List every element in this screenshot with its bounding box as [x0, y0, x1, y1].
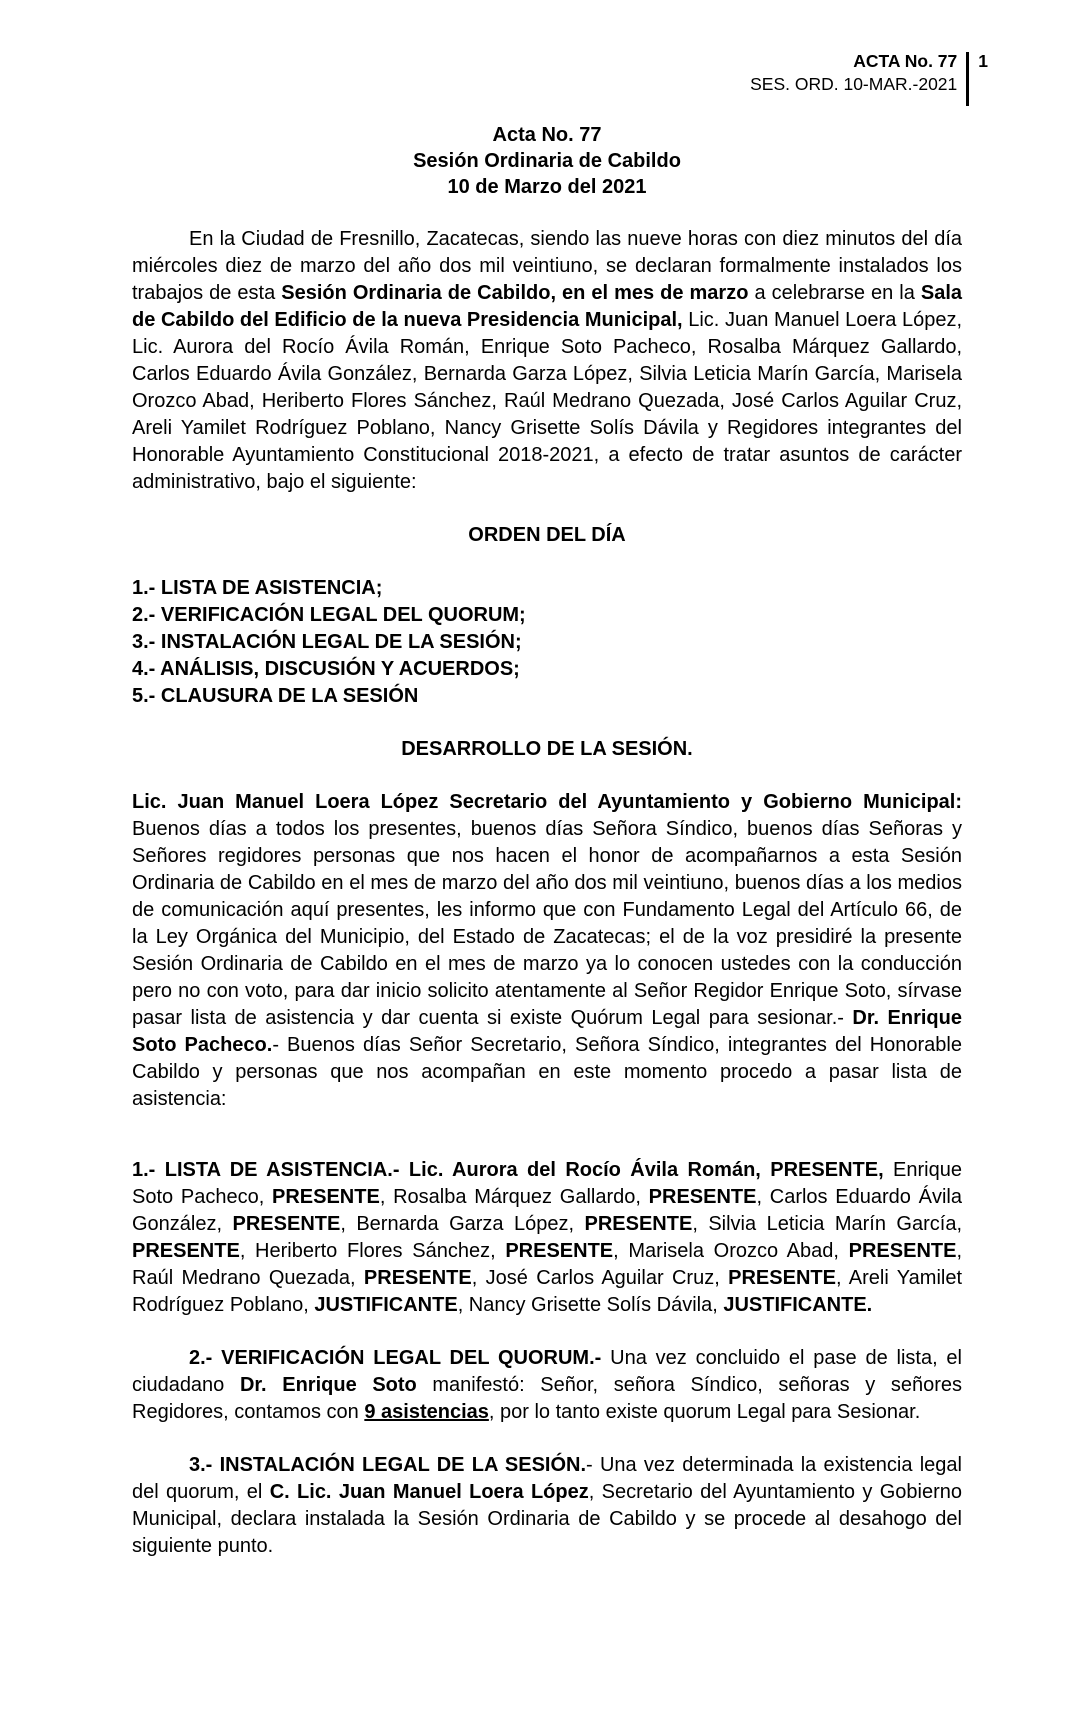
- agenda-list: [132, 575, 962, 710]
- title-acta: Acta No. 77: [492, 124, 602, 146]
- text-run: Una vez concluido el pase de lista, el ciudadano: [132, 1347, 963, 1396]
- paragraph: [132, 1157, 962, 1319]
- text-run: En la Ciudad de Fresnillo, Zacatecas, siendo las nueve horas con diez minutos del día miércoles diez de marzo del año dos mil veintiuno, se declaran formalmente instalados los trabajos de esta: [132, 228, 962, 304]
- document-body: [132, 122, 962, 1560]
- text-run: Buenos días a todos los presentes, buenos días Señora Síndico, buenos días Señoras y Señores regidores personas que nos hacen el honor de acompañarnos a esta Sesión Ordinaria de Cabildo en el mes de marzo del año dos mil veintiuno, buenos días a los medios de comunicación aquí presentes, les informo que con Fundamento Legal del Artículo 66, de la Ley Orgánica del Municipio, del Estado de Zacatecas; el de la voz presidiré la presente Sesión Ordinaria de Cabildo en el mes de marzo ya lo conocen ustedes con la conducción pero no con voto, para dar inicio solicito atentamente al Señor Regidor Enrique Soto, sírvase pasar lista de asistencia y dar cuenta si existe Quórum Legal para sesionar.-: [132, 818, 962, 1029]
- page-header: [750, 50, 988, 106]
- bold-text-run: JUSTIFICANTE.: [723, 1294, 873, 1316]
- bold-text-run: Dr. Enrique Soto Pacheco.: [132, 1007, 962, 1056]
- header-acta-number: ACTA No. 77: [853, 51, 958, 71]
- bold-text-run: 1.- LISTA DE ASISTENCIA.- Lic. Aurora del Rocío Ávila Román, PRESENTE,: [132, 1159, 884, 1181]
- bold-text-run: PRESENTE: [848, 1240, 957, 1262]
- bold-text-run: PRESENTE: [132, 1240, 240, 1262]
- section-heading: ORDEN DEL DÍA: [468, 524, 626, 546]
- bold-text-run: PRESENTE: [728, 1267, 836, 1289]
- text-run: , Marisela Orozco Abad,: [613, 1240, 849, 1262]
- section-heading: DESARROLLO DE LA SESIÓN.: [401, 738, 693, 760]
- agenda-item: 1.- LISTA DE ASISTENCIA;: [132, 577, 383, 599]
- agenda-item: 2.- VERIFICACIÓN LEGAL DEL QUORUM;: [132, 604, 526, 626]
- header-text: [750, 50, 957, 96]
- paragraph: [132, 1345, 962, 1426]
- bold-text-run: Dr. Enrique Soto: [239, 1374, 417, 1396]
- header-divider: [966, 52, 969, 106]
- text-run: a celebrarse en la: [748, 282, 921, 304]
- title-date: 10 de Marzo del 2021: [447, 176, 647, 198]
- text-run: , Rosalba Márquez Gallardo,: [379, 1186, 649, 1208]
- paragraph: [132, 789, 962, 1113]
- page-number: 1: [978, 51, 988, 71]
- bold-text-run: PRESENTE: [363, 1267, 472, 1289]
- bold-text-run: JUSTIFICANTE: [314, 1294, 458, 1316]
- bold-text-run: PRESENTE: [505, 1240, 614, 1262]
- text-run: Lic. Juan Manuel Loera López, Lic. Aurora del Rocío Ávila Román, Enrique Soto Pacheco, Rosalba Márquez Gallardo, Carlos Eduardo Ávila González, Bernarda Garza López, Silvia Leticia Marín García, Marisela Orozco Abad, Heriberto Flores Sánchez, Raúl Medrano Quezada, José Carlos Aguilar Cruz, Areli Yamilet Rodríguez Poblano, Nancy Grisette Solís Dávila y Regidores integrantes del Honorable Ayuntamiento Constitucional 2018-2021, a efecto de tratar asuntos de carácter administrativo, bajo el siguiente:: [132, 309, 962, 493]
- bold-text-run: Sala de Cabildo del Edificio de la nueva Presidencia Municipal,: [132, 282, 963, 331]
- text-run: - Buenos días Señor Secretario, Señora Síndico, integrantes del Honorable Cabildo y personas que nos acompañan en este momento procedo a pasar lista de asistencia:: [132, 1034, 962, 1110]
- text-run: , Silvia Leticia Marín García,: [692, 1213, 962, 1235]
- bold-text-run: Sesión Ordinaria de Cabildo, en el mes de marzo: [281, 282, 749, 304]
- paragraph: [132, 226, 962, 496]
- agenda-item: 4.- ANÁLISIS, DISCUSIÓN Y ACUERDOS;: [132, 658, 520, 680]
- text-run: , Secretario del Ayuntamiento y Gobierno Municipal, declara instalada la Sesión Ordinaria de Cabildo y se procede al desahogo del siguiente punto.: [132, 1481, 962, 1557]
- bold-text-run: 3.- INSTALACIÓN LEGAL DE LA SESIÓN.: [189, 1454, 587, 1476]
- text-run: , José Carlos Aguilar Cruz,: [471, 1267, 729, 1289]
- agenda-item: 3.- INSTALACIÓN LEGAL DE LA SESIÓN;: [132, 631, 522, 653]
- bold-text-run: 9 asistencias: [364, 1401, 489, 1423]
- paragraph: [132, 1452, 962, 1560]
- text-run: , Nancy Grisette Solís Dávila,: [457, 1294, 724, 1316]
- text-run: , Raúl Medrano Quezada,: [132, 1240, 963, 1289]
- text-run: , Areli Yamilet Rodríguez Poblano,: [132, 1267, 963, 1316]
- text-run: Enrique Soto Pacheco,: [132, 1159, 962, 1208]
- document-title: [132, 122, 962, 200]
- text-run: - Una vez determinada la existencia legal del quorum, el: [132, 1454, 962, 1503]
- header-session-date: SES. ORD. 10-MAR.-2021: [750, 74, 958, 94]
- agenda-item: 5.- CLAUSURA DE LA SESIÓN: [132, 685, 419, 707]
- title-session: Sesión Ordinaria de Cabildo: [413, 150, 681, 172]
- bold-text-run: PRESENTE: [648, 1186, 757, 1208]
- bold-text-run: C. Lic. Juan Manuel Loera López: [269, 1481, 589, 1503]
- text-run: , por lo tanto existe quorum Legal para Sesionar.: [488, 1401, 921, 1423]
- bold-text-run: Lic. Juan Manuel Loera López Secretario del Ayuntamiento y Gobierno Municipal:: [132, 791, 962, 813]
- bold-text-run: PRESENTE: [584, 1213, 693, 1235]
- text-run: , Heriberto Flores Sánchez,: [239, 1240, 506, 1262]
- text-run: manifestó: Señor, señora Síndico, señoras y señores Regidores, contamos con: [132, 1374, 962, 1423]
- text-run: , Bernarda Garza López,: [340, 1213, 585, 1235]
- body-blocks: [132, 226, 962, 1560]
- text-run: , Carlos Eduardo Ávila González,: [132, 1186, 962, 1235]
- bold-text-run: PRESENTE: [232, 1213, 341, 1235]
- bold-text-run: 2.- VERIFICACIÓN LEGAL DEL QUORUM.-: [189, 1347, 602, 1369]
- bold-text-run: PRESENTE: [272, 1186, 380, 1208]
